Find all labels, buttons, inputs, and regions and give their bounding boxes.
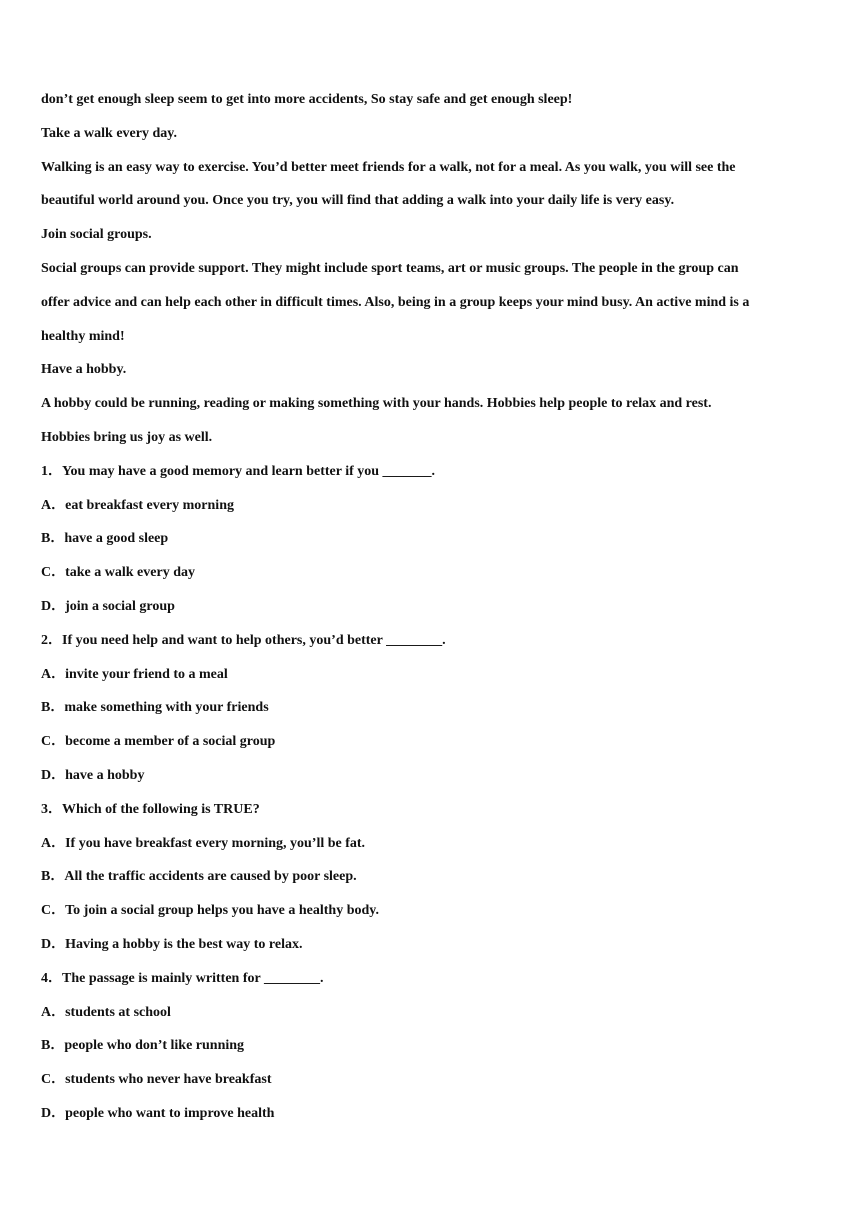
walk-paragraph-line-1: Walking is an easy way to exercise. You’d better meet friends for a walk, not for a meal. As you walk, you will see the [41, 160, 736, 175]
question-4-stem: 4．The passage is mainly written for ________. [41, 971, 324, 986]
question-1-option-b: B．have a good sleep [41, 531, 169, 546]
question-4-option-b: B．people who don’t like running [41, 1038, 245, 1053]
question-3-option-d: D．Having a hobby is the best way to relax. [41, 937, 303, 952]
social-paragraph-line-3: healthy mind! [41, 329, 125, 344]
question-3-option-b: B．All the traffic accidents are caused by poor sleep. [41, 869, 357, 884]
hobby-paragraph-line-1: A hobby could be running, reading or making something with your hands. Hobbies help people to relax and rest. [41, 396, 712, 411]
question-1-stem: 1．You may have a good memory and learn better if you _______. [41, 464, 436, 479]
question-2-stem: 2．If you need help and want to help others, you’d better ________. [41, 633, 446, 648]
social-heading: Join social groups. [41, 227, 152, 242]
question-3-stem: 3．Which of the following is TRUE? [41, 802, 260, 817]
hobby-paragraph-line-2: Hobbies bring us joy as well. [41, 430, 213, 445]
question-1-option-d: D．join a social group [41, 599, 175, 614]
question-4-option-c: C．students who never have breakfast [41, 1072, 272, 1087]
question-4-option-a: A．students at school [41, 1005, 171, 1020]
question-2-option-d: D．have a hobby [41, 768, 145, 783]
social-paragraph-line-2: offer advice and can help each other in difficult times. Also, being in a group keeps your mind busy. An active mind is a [41, 295, 750, 310]
social-paragraph-line-1: Social groups can provide support. They might include sport teams, art or music groups. The people in the group can [41, 261, 739, 276]
question-1-option-a: A．eat breakfast every morning [41, 498, 234, 513]
question-2-option-c: C．become a member of a social group [41, 734, 276, 749]
question-3-option-a: A．If you have breakfast every morning, you’ll be fat. [41, 836, 366, 851]
walk-heading: Take a walk every day. [41, 126, 177, 141]
passage-sleep-tail: don’t get enough sleep seem to get into more accidents, So stay safe and get enough sleep! [41, 92, 573, 107]
question-1-option-c: C．take a walk every day [41, 565, 195, 580]
question-3-option-c: C．To join a social group helps you have a healthy body. [41, 903, 380, 918]
question-4-option-d: D．people who want to improve health [41, 1106, 275, 1121]
walk-paragraph-line-2: beautiful world around you. Once you try, you will find that adding a walk into your daily life is very easy. [41, 193, 675, 208]
question-2-option-a: A．invite your friend to a meal [41, 667, 228, 682]
hobby-heading: Have a hobby. [41, 362, 127, 377]
question-2-option-b: B．make something with your friends [41, 700, 269, 715]
